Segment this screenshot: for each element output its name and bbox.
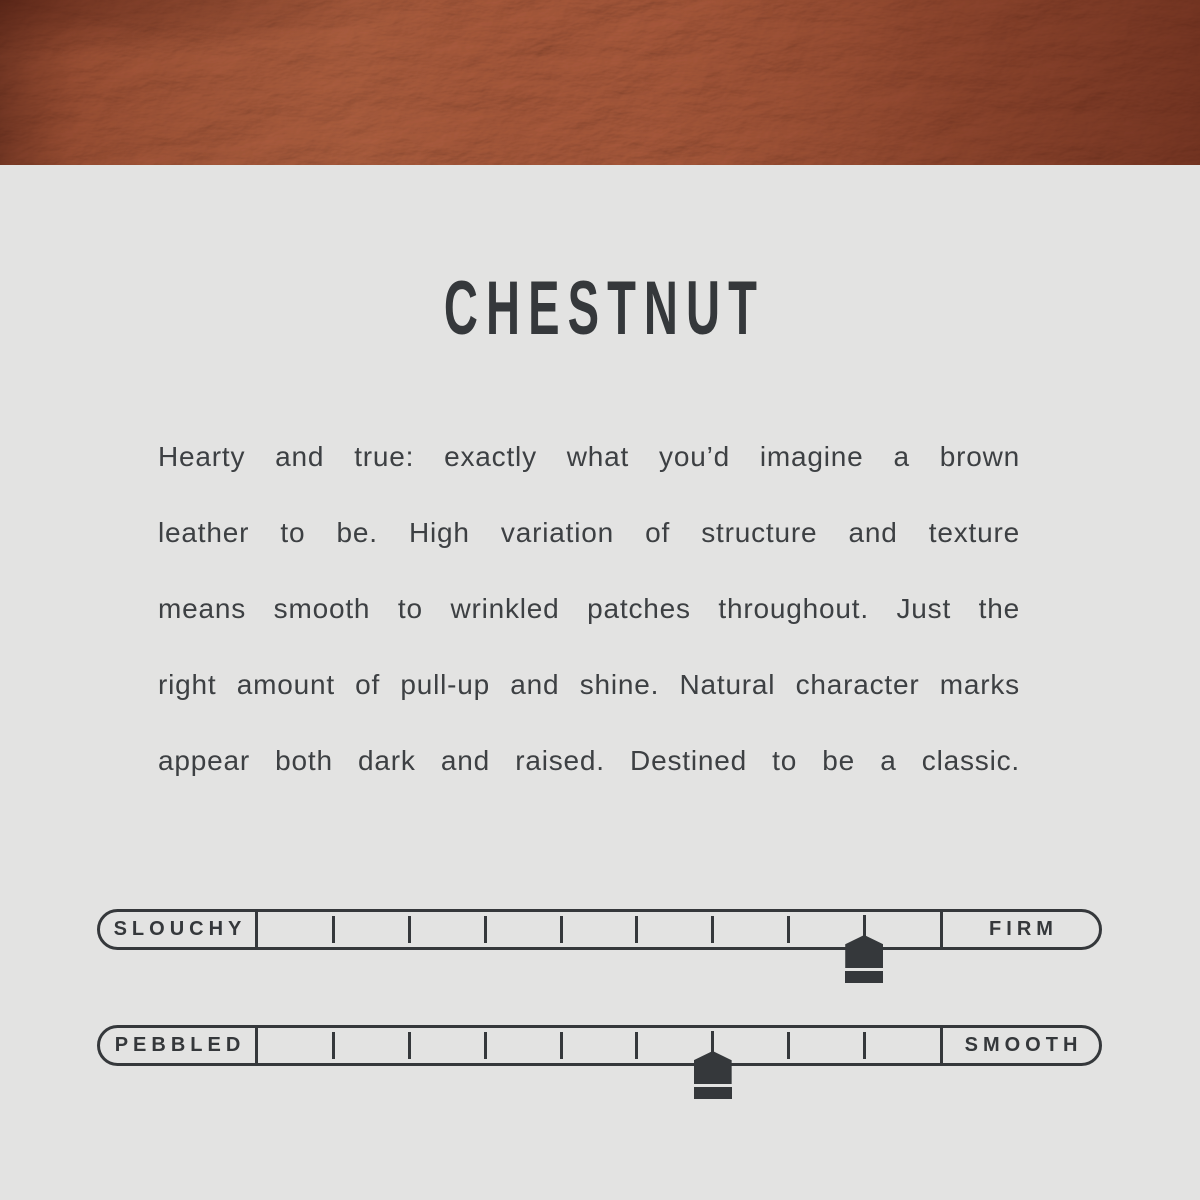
- slider-left-cap: [100, 1028, 258, 1063]
- texture-scale: [97, 1025, 1102, 1066]
- title-row: [0, 265, 1200, 352]
- scale-tick: [484, 1032, 487, 1059]
- slider-track: [258, 1028, 940, 1063]
- scale-tick: [635, 916, 638, 943]
- slider-left-label: PEBBLED: [114, 1034, 246, 1056]
- scale-tick: [863, 1032, 866, 1059]
- marker-nib: [694, 1051, 732, 1084]
- leather-description: [158, 419, 1020, 799]
- description-line: Hearty and true: exactly what you’d imagine a brown: [158, 441, 1020, 472]
- firmness-scale: [97, 909, 1102, 950]
- marker-stem: [863, 915, 866, 936]
- description-line: leather to be. High variation of structure and texture: [158, 517, 1020, 548]
- scale-tick: [787, 916, 790, 943]
- page-title: CHESTNUT: [443, 266, 765, 351]
- scale-tick: [711, 916, 714, 943]
- leather-info-card: [0, 165, 1200, 1200]
- marker-stem: [711, 1031, 714, 1052]
- description-line: right amount of pull-up and shine. Natural character marks: [158, 669, 1020, 700]
- slider-right-cap: [940, 912, 1099, 947]
- slider-track: [258, 912, 940, 947]
- scale-tick: [408, 1032, 411, 1059]
- marker-underbar: [694, 1087, 732, 1099]
- leather-corner-shadow: [0, 0, 1200, 165]
- slider-left-cap: [100, 912, 258, 947]
- description-line: appear both dark and raised. Destined to be a classic.: [158, 745, 1020, 776]
- scale-tick: [332, 916, 335, 943]
- scale-tick: [635, 1032, 638, 1059]
- scale-tick: [408, 916, 411, 943]
- scale-tick: [560, 916, 563, 943]
- slider-left-label: SLOUCHY: [113, 918, 247, 940]
- scale-tick: [560, 1032, 563, 1059]
- slider-right-label: SMOOTH: [964, 1034, 1083, 1056]
- scale-tick: [787, 1032, 790, 1059]
- marker-nib: [845, 935, 883, 968]
- leather-photo: [0, 0, 1200, 165]
- description-line: means smooth to wrinkled patches throughout. Just the: [158, 593, 1020, 624]
- scale-tick: [484, 916, 487, 943]
- slider-right-label: FIRM: [989, 918, 1058, 940]
- marker-underbar: [845, 971, 883, 983]
- scale-tick: [332, 1032, 335, 1059]
- slider-right-cap: [940, 1028, 1099, 1063]
